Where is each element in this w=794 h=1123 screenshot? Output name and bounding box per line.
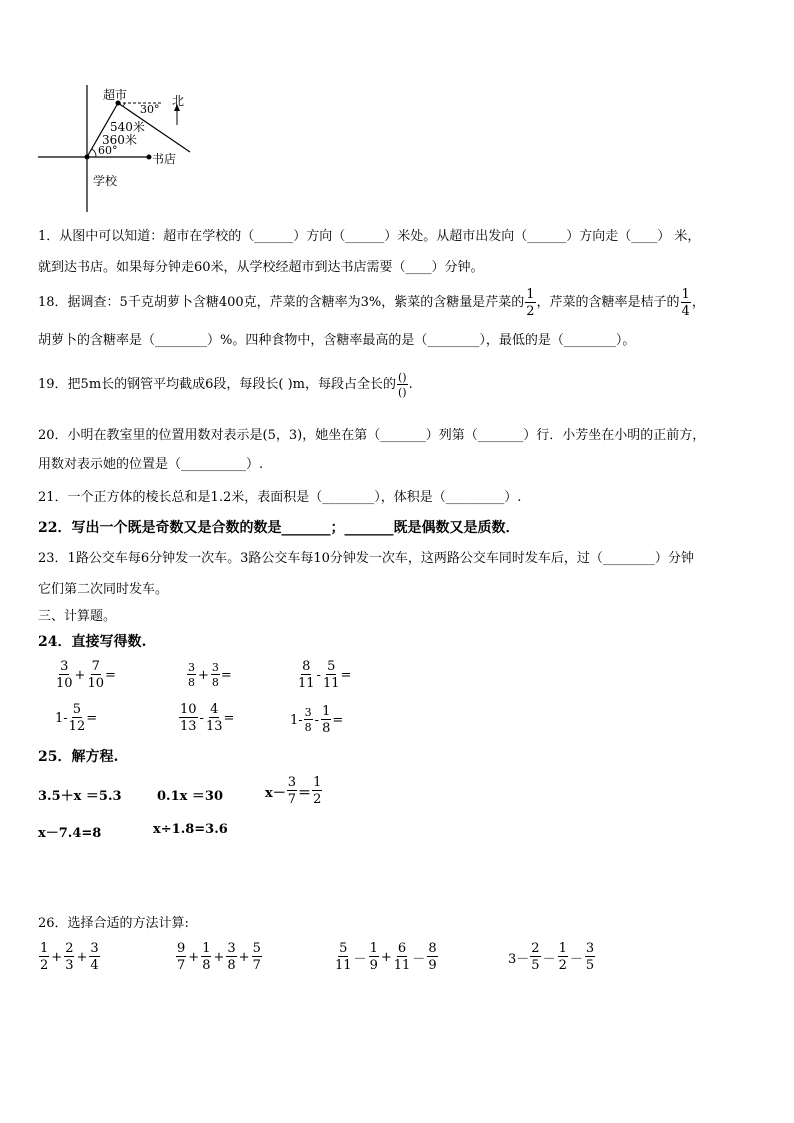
question-18-line2: 胡萝卜的含糖率是（________）%。四种食物中，含糖率最高的是（________），最低的是（________）。 bbox=[38, 333, 636, 348]
operator: － bbox=[542, 951, 556, 967]
q19-fraction: $\frac{()}{()}$ bbox=[398, 371, 407, 399]
fraction: $\frac{5}{7}$ bbox=[252, 941, 261, 973]
section-3-heading: 三、计算题。 bbox=[38, 609, 117, 624]
operator: + bbox=[51, 949, 63, 965]
q24-expr-2: $\frac{3}{8}$ + $\frac{3}{8}$ = bbox=[188, 661, 232, 689]
fraction: $\frac{9}{7}$ bbox=[177, 941, 186, 973]
question-20-line1: 20．小明在教室里的位置用数对表示是(5，3)，她坐在第（_______）列第（_______）行．小芳坐在小明的正前方， bbox=[38, 428, 706, 443]
operator: － bbox=[569, 951, 583, 967]
operator: + bbox=[380, 949, 392, 965]
question-23-line2: 它们第二次同时发车。 bbox=[38, 582, 169, 597]
expr-lead: 3－ bbox=[508, 951, 530, 967]
label-school: 学校 bbox=[93, 174, 118, 188]
label-supermarket: 超市 bbox=[103, 88, 128, 102]
fraction: $\frac{1}{9}$ bbox=[369, 941, 378, 973]
q26-calc-4 bbox=[508, 942, 596, 972]
q24-expr-6: 1- $\frac{3}{8}$ - $\frac{1}{8}$ = bbox=[290, 704, 344, 736]
question-1-line2: 就到达书店。如果每分钟走60米，从学校经超市到达书店需要（____）分钟。 bbox=[38, 260, 484, 275]
operator: + bbox=[188, 949, 200, 965]
q18-fraction-1: $\frac{1}{2}$ bbox=[526, 287, 535, 319]
q26-calc-2 bbox=[175, 942, 263, 972]
q19-text-1: 19．把5m长的钢管平均截成6段，每段长( )m，每段占全长的 bbox=[38, 377, 397, 392]
operator: + bbox=[238, 949, 250, 965]
label-north: 北 bbox=[172, 94, 185, 108]
fraction: $\frac{1}{2}$ bbox=[558, 941, 567, 973]
fraction: $\frac{3}{8}$ bbox=[227, 941, 236, 973]
q24-expr-1: $\frac{3}{10}$ + $\frac{7}{10}$ = bbox=[56, 659, 116, 691]
q18-text-2: ，芹菜的含糖率是桔子的 bbox=[536, 295, 680, 310]
q19-text-2: . bbox=[408, 377, 413, 392]
q26-calc-1 bbox=[38, 942, 101, 972]
fraction: $\frac{3}{4}$ bbox=[90, 941, 99, 973]
q25-equation-5: x÷1.8=3.6 bbox=[153, 822, 228, 837]
question-19 bbox=[38, 372, 413, 398]
fraction: $\frac{1}{8}$ bbox=[202, 941, 211, 973]
q18-fraction-2: $\frac{1}{4}$ bbox=[681, 287, 690, 319]
fraction: $\frac{8}{9}$ bbox=[428, 941, 437, 973]
q25-equation-2: 0.1x ＝30 bbox=[157, 789, 223, 804]
label-bookstore: 书店 bbox=[152, 152, 177, 166]
question-25-title: 25．解方程. bbox=[38, 749, 119, 765]
q26-calc-3 bbox=[334, 942, 439, 972]
question-23-line1: 23．1路公交车每6分钟发一次车。3路公交车每10分钟发一次车，这两路公交车同时发车后，过（________）分钟 bbox=[38, 551, 694, 566]
q25-equation-1: 3.5＋x ＝5.3 bbox=[38, 789, 122, 804]
q24-expr-5: $\frac{10}{13}$ - $\frac{4}{13}$ = bbox=[180, 702, 235, 734]
question-21: 21．一个正方体的棱长总和是1.2米，表面积是（________），体积是（_________）. bbox=[38, 490, 522, 505]
q18-text-1: 18．据调查：5千克胡萝卜含糖400克，芹菜的含糖率为3%，紫菜的含糖量是芹菜的 bbox=[38, 295, 525, 310]
fraction: $\frac{3}{5}$ bbox=[585, 941, 595, 973]
operator: + bbox=[76, 949, 88, 965]
fraction: $\frac{6}{11}$ bbox=[393, 941, 411, 973]
operator: － bbox=[353, 951, 367, 967]
fraction: $\frac{2}{5}$ bbox=[531, 941, 540, 973]
question-22: 22．写出一个既是奇数又是合数的数是_______；_______既是偶数又是质数． bbox=[38, 520, 520, 536]
q25-equation-4: x－7.4=8 bbox=[38, 826, 102, 841]
question-18-line1 bbox=[38, 288, 705, 318]
q18-text-3: ， bbox=[691, 295, 705, 310]
fraction: $\frac{1}{2}$ bbox=[40, 941, 49, 973]
question-26-title: 26．选择合适的方法计算: bbox=[38, 916, 189, 931]
label-distance-540: 540米 bbox=[110, 120, 145, 134]
fraction: $\frac{5}{11}$ bbox=[335, 941, 352, 973]
label-angle-30: 30° bbox=[140, 103, 160, 116]
q24-expr-3: $\frac{8}{11}$ - $\frac{5}{11}$ = bbox=[298, 659, 352, 691]
question-20-line2: 用数对表示她的位置是（__________）. bbox=[38, 457, 264, 472]
q25-equation-3: x－ $\frac{3}{7}$ ＝ $\frac{1}{2}$ bbox=[265, 775, 322, 807]
fraction: $\frac{2}{3}$ bbox=[65, 941, 74, 973]
operator: + bbox=[213, 949, 225, 965]
label-distance-360: 360米 bbox=[102, 133, 137, 147]
operator: － bbox=[412, 951, 426, 967]
question-1-line1: 1．从图中可以知道：超市在学校的（______）方向（______）米处。从超市出发向（______）方向走（____） 米， bbox=[38, 229, 701, 244]
q24-expr-4: 1- $\frac{5}{12}$ = bbox=[55, 702, 98, 734]
label-angle-60: 60° bbox=[98, 144, 118, 157]
question-24-title: 24．直接写得数. bbox=[38, 634, 147, 650]
